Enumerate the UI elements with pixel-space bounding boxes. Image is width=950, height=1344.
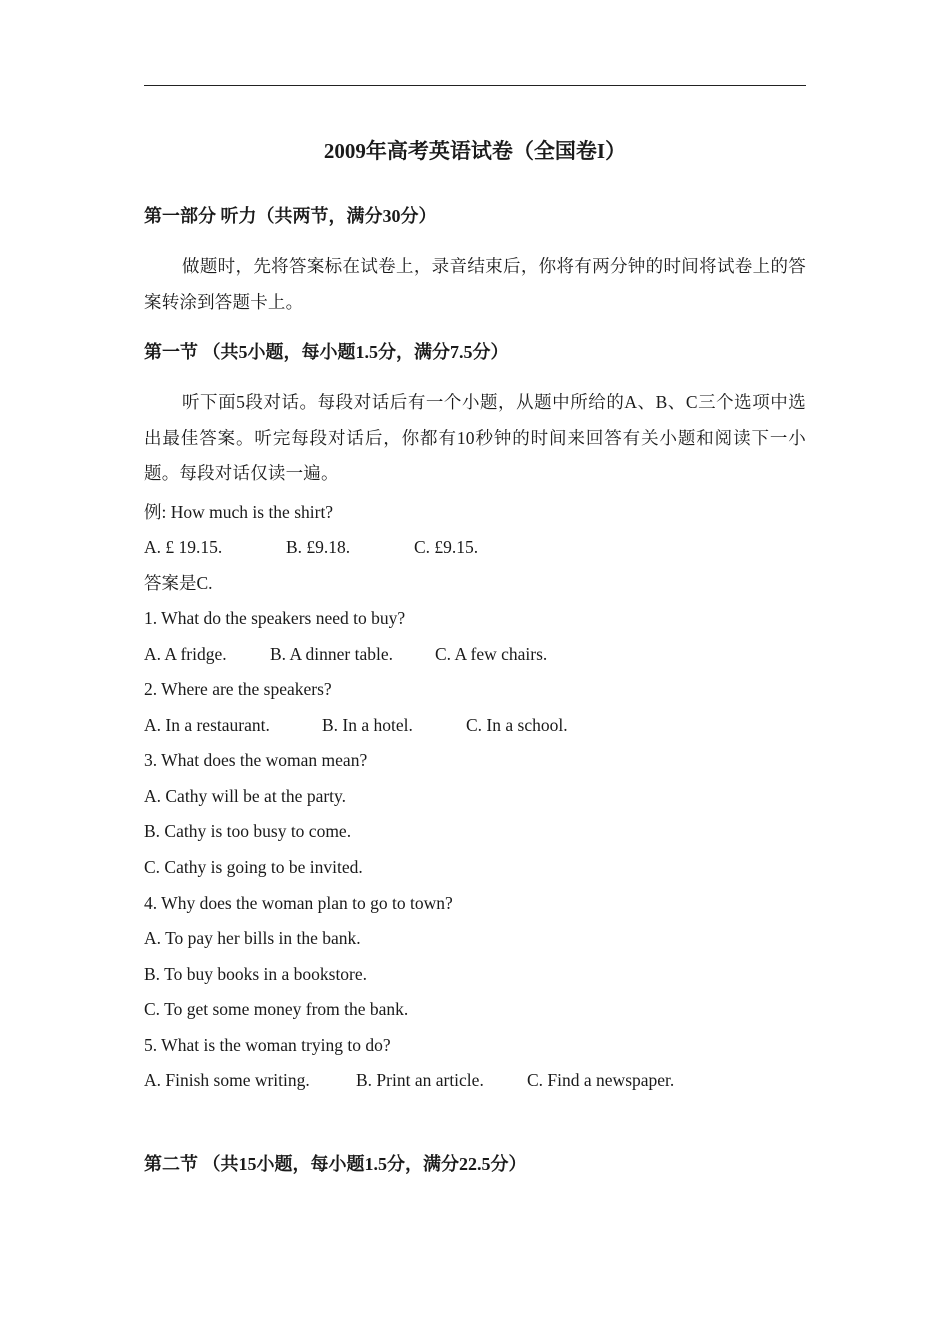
question-4-option-c: C. To get some money from the bank.: [144, 999, 409, 1019]
question-1: 1. What do the speakers need to buy?: [144, 608, 406, 628]
section1-instructions: 听下面5段对话。每段对话后有一个小题，从题中所给的A、B、C三个选项中选出最佳答案。听完每段对话后，你都有10秒钟的时间来回答有关小题和阅读下一小题。每段对话仅读一遍。: [144, 392, 806, 483]
question-1-option-b: B. A dinner table.: [270, 644, 393, 664]
question-1-option-c: C. A few chairs.: [435, 644, 548, 664]
question-2-option-a: A. In a restaurant.: [144, 715, 270, 735]
exam-title: 2009年高考英语试卷（全国卷I）: [323, 139, 627, 163]
question-3-option-c: C. Cathy is going to be invited.: [144, 857, 363, 877]
question-4-option-b: B. To buy books in a bookstore.: [144, 964, 368, 984]
example-answer: 答案是C.: [144, 573, 213, 593]
question-3-option-a: A. Cathy will be at the party.: [144, 786, 347, 806]
question-4-option-a: A. To pay her bills in the bank.: [144, 928, 361, 948]
header-rule: [144, 85, 806, 86]
question-1-option-a: A. A fridge.: [144, 644, 227, 664]
question-5-option-c: C. Find a newspaper.: [527, 1070, 675, 1090]
part1-intro: 做题时，先将答案标在试卷上，录音结束后，你将有两分钟的时间将试卷上的答案转涂到答题卡上。: [144, 256, 806, 312]
example-option-b: B. £9.18.: [286, 537, 351, 557]
question-5-option-a: A. Finish some writing.: [144, 1070, 310, 1090]
example-option-c: C. £9.15.: [414, 537, 479, 557]
part1-heading: 第一部分 听力（共两节，满分30分）: [144, 206, 437, 226]
question-3-option-b: B. Cathy is too busy to come.: [144, 821, 352, 841]
question-5-option-b: B. Print an article.: [356, 1070, 484, 1090]
section1-heading: 第一节 （共5小题，每小题1.5分，满分7.5分）: [144, 342, 509, 362]
example-question: 例: How much is the shirt?: [144, 502, 334, 522]
question-2: 2. Where are the speakers?: [144, 679, 332, 699]
question-2-option-c: C. In a school.: [466, 715, 568, 735]
example-option-a: A. £ 19.15.: [144, 537, 223, 557]
question-3: 3. What does the woman mean?: [144, 750, 368, 770]
question-4: 4. Why does the woman plan to go to town?: [144, 893, 453, 913]
question-2-option-b: B. In a hotel.: [322, 715, 413, 735]
question-5: 5. What is the woman trying to do?: [144, 1035, 391, 1055]
section2-heading: 第二节 （共15小题，每小题1.5分，满分22.5分）: [144, 1154, 527, 1174]
